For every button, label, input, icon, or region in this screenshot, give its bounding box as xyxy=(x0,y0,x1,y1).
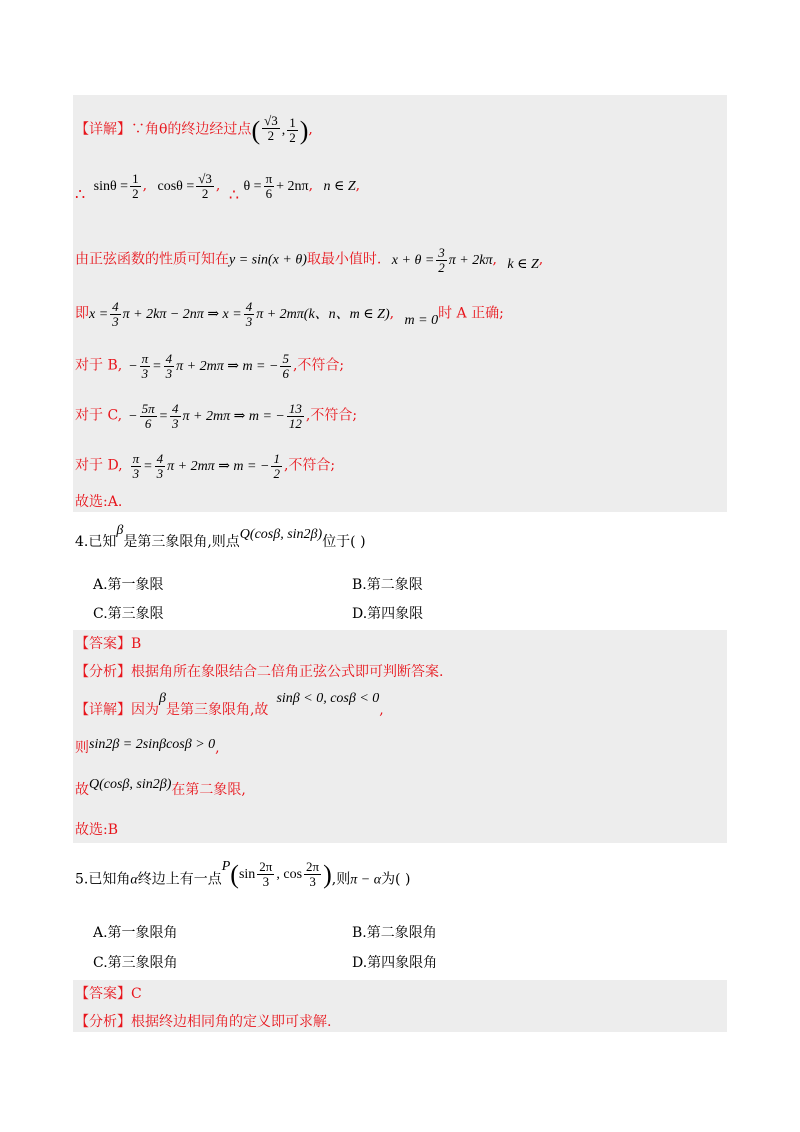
sin-theta-eq: sinθ = $\frac{1}{2}$ xyxy=(93,171,139,201)
n-in-z: n ∈ Z xyxy=(323,178,356,194)
q3-detail-line-3: 由正弦函数的性质可知在y = sin(x + θ)取最小值时. x + θ = $\frac{3}{2}$ π + 2kπ, k ∈ Z, xyxy=(75,245,544,275)
q5-answer: 【答案】C xyxy=(75,986,142,1002)
q4-option-d[interactable]: D.第四象限 xyxy=(352,606,424,622)
q5-option-d[interactable]: D.第四象限角 xyxy=(352,955,438,971)
q5-option-b[interactable]: B.第二象限角 xyxy=(352,925,437,941)
point-p: P(sin $\frac{2\pi}{3}$ , cos $\frac{2\pi}{3}$ ) xyxy=(221,858,332,889)
cos-theta-eq: cosθ = $\frac{√3}{2}$ xyxy=(157,171,212,201)
q4-analysis: 【分析】根据角所在象限结合二倍角正弦公式即可判断答案. xyxy=(75,664,444,680)
q3-check-d: 对于 D, $\frac{\pi}{3}$ = $\frac{4}{3}$ π + 2mπ ⇒ m = − $\frac{1}{2}$ ,不符合; xyxy=(75,451,336,481)
q3-check-c: 对于 C, − $\frac{5\pi}{6}$ = $\frac{4}{3}$ π + 2mπ ⇒ m = − $\frac{13}{12}$ ,不符合; xyxy=(75,401,358,431)
x-solution: x = $\frac{4}{3}$ π + 2kπ − 2nπ ⇒ x = $\frac{4}{3}$ π + 2mπ(k、n、m ∈ Z) xyxy=(89,299,390,329)
q4-option-b[interactable]: B.第二象限 xyxy=(352,577,423,593)
q3-check-b: 对于 B, − $\frac{\pi}{3}$ = $\frac{4}{3}$ π + 2mπ ⇒ m = − $\frac{5}{6}$ ,不符合; xyxy=(75,351,345,381)
q4-question: 4.已知β是第三象限角,则点Q(cosβ, sin2β)位于( ) xyxy=(75,523,366,550)
therefore-symbol: ∴ xyxy=(75,184,86,204)
detail-text: ∵角θ的终边经过点 xyxy=(131,121,252,138)
q5-option-c[interactable]: C.第三象限角 xyxy=(93,955,178,971)
q4-option-a[interactable]: A.第一象限 xyxy=(93,577,164,593)
q4-answer: 【答案】B xyxy=(75,636,142,652)
q3-detail-line-2: ∴ sinθ = $\frac{1}{2}$ , cosθ = $\frac{√3}{2}$ , ∴ θ = $\frac{\pi}{6}$ + 2nπ, n ∈ Z, xyxy=(75,171,361,204)
q3-answer-line: 故选:A. xyxy=(75,494,123,510)
point-coords: ( $\frac{√3}{2}$ , $\frac{1}{2}$ ) xyxy=(251,113,309,145)
detail-tag: 【详解】 xyxy=(75,121,131,138)
q4-final: 故选:B xyxy=(75,822,119,838)
x-plus-theta-eq: x + θ = $\frac{3}{2}$ π + 2kπ xyxy=(391,245,493,275)
q3-detail-line-4: 即x = $\frac{4}{3}$ π + 2kπ − 2nπ ⇒ x = $\frac{4}{3}$ π + 2mπ(k、n、m ∈ Z), m = 0时 A 正确; xyxy=(75,299,504,329)
theta-eq: θ = $\frac{\pi}{6}$ + 2nπ xyxy=(243,171,309,201)
q4-option-c[interactable]: C.第三象限 xyxy=(93,606,164,622)
q5-option-a[interactable]: A.第一象限角 xyxy=(93,925,178,941)
q4-detail-2: 则sin2β = 2sinβcosβ > 0, xyxy=(75,737,220,756)
q5-question: 5.已知角α终边上有一点P(sin $\frac{2\pi}{3}$ , cos $\frac{2\pi}{3}$ ),则π − α为( ) xyxy=(75,858,411,889)
q4-detail-1: 【详解】因为β是第三象限角,故sinβ < 0, cosβ < 0, xyxy=(75,691,384,718)
q3-detail-line-1: 【详解】∵角θ的终边经过点( $\frac{√3}{2}$ , $\frac{1}{2}$ ), xyxy=(75,113,313,145)
q4-detail-3: 故Q(cosβ, sin2β)在第二象限, xyxy=(75,777,246,798)
q5-analysis: 【分析】根据终边相同角的定义即可求解. xyxy=(75,1014,332,1030)
